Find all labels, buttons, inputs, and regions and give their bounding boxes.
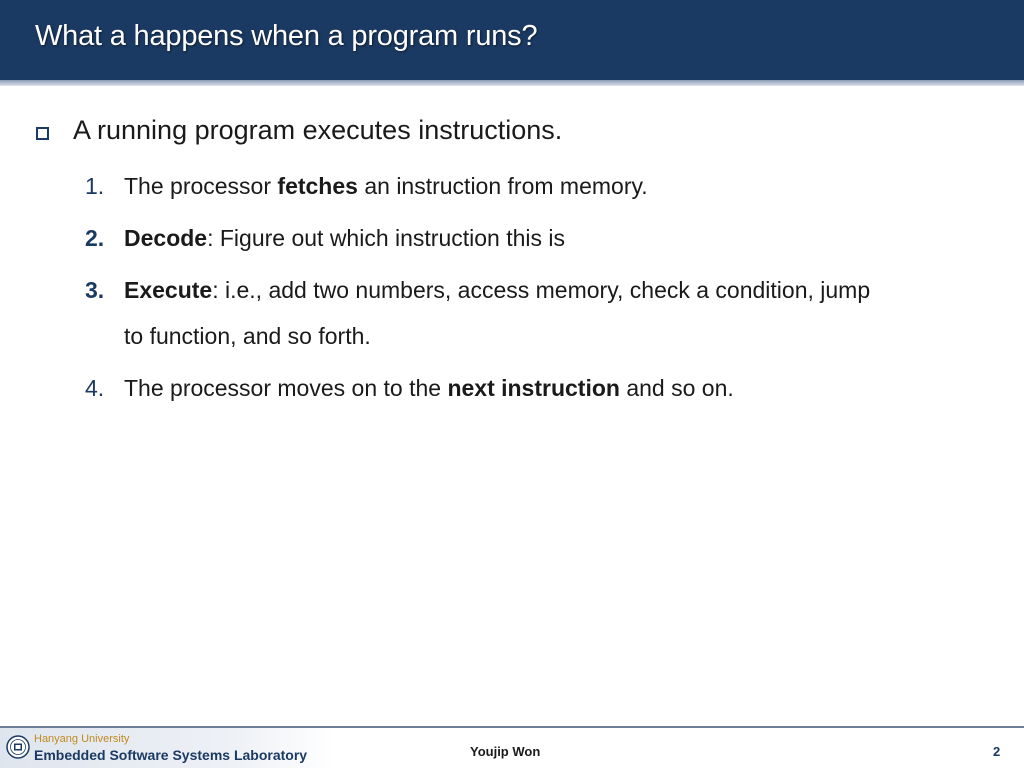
- list-number: 2.: [85, 225, 105, 251]
- list-text: The processor moves on to the: [124, 375, 448, 401]
- list-item-3: [85, 277, 870, 304]
- hollow-square-bullet-icon: [36, 127, 49, 140]
- title-divider: [0, 80, 1024, 86]
- list-number: 4.: [85, 375, 105, 401]
- list-text-bold: Execute: [124, 277, 213, 303]
- page-number: 2: [993, 744, 1001, 759]
- list-text-bold: next instruction: [447, 375, 620, 401]
- slide-title: What a happens when a program runs?: [35, 20, 538, 52]
- title-bar: [0, 0, 1024, 80]
- lab-name: Embedded Software Systems Laboratory: [34, 747, 308, 763]
- list-item-2: [85, 225, 565, 252]
- list-text: The processor: [124, 173, 278, 199]
- list-text: and so on.: [619, 375, 734, 401]
- list-item-3-continuation: to function, and so forth.: [124, 323, 371, 349]
- list-item-1: [85, 173, 648, 200]
- list-item-4: [85, 375, 734, 402]
- list-number: 3.: [85, 277, 105, 303]
- hanyang-seal-icon: [6, 735, 30, 759]
- list-number: 1.: [85, 173, 105, 199]
- list-text: : i.e., add two numbers, access memory, check a condition, jump: [212, 277, 871, 303]
- list-text: an instruction from memory.: [357, 173, 648, 199]
- list-text: : Figure out which instruction this is: [207, 225, 566, 251]
- list-text-bold: Decode: [124, 225, 208, 251]
- author-name: Youjip Won: [470, 744, 541, 759]
- university-name: Hanyang University: [34, 733, 130, 745]
- list-text-bold: fetches: [277, 173, 358, 199]
- main-bullet-text: A running program executes instructions.: [73, 115, 563, 145]
